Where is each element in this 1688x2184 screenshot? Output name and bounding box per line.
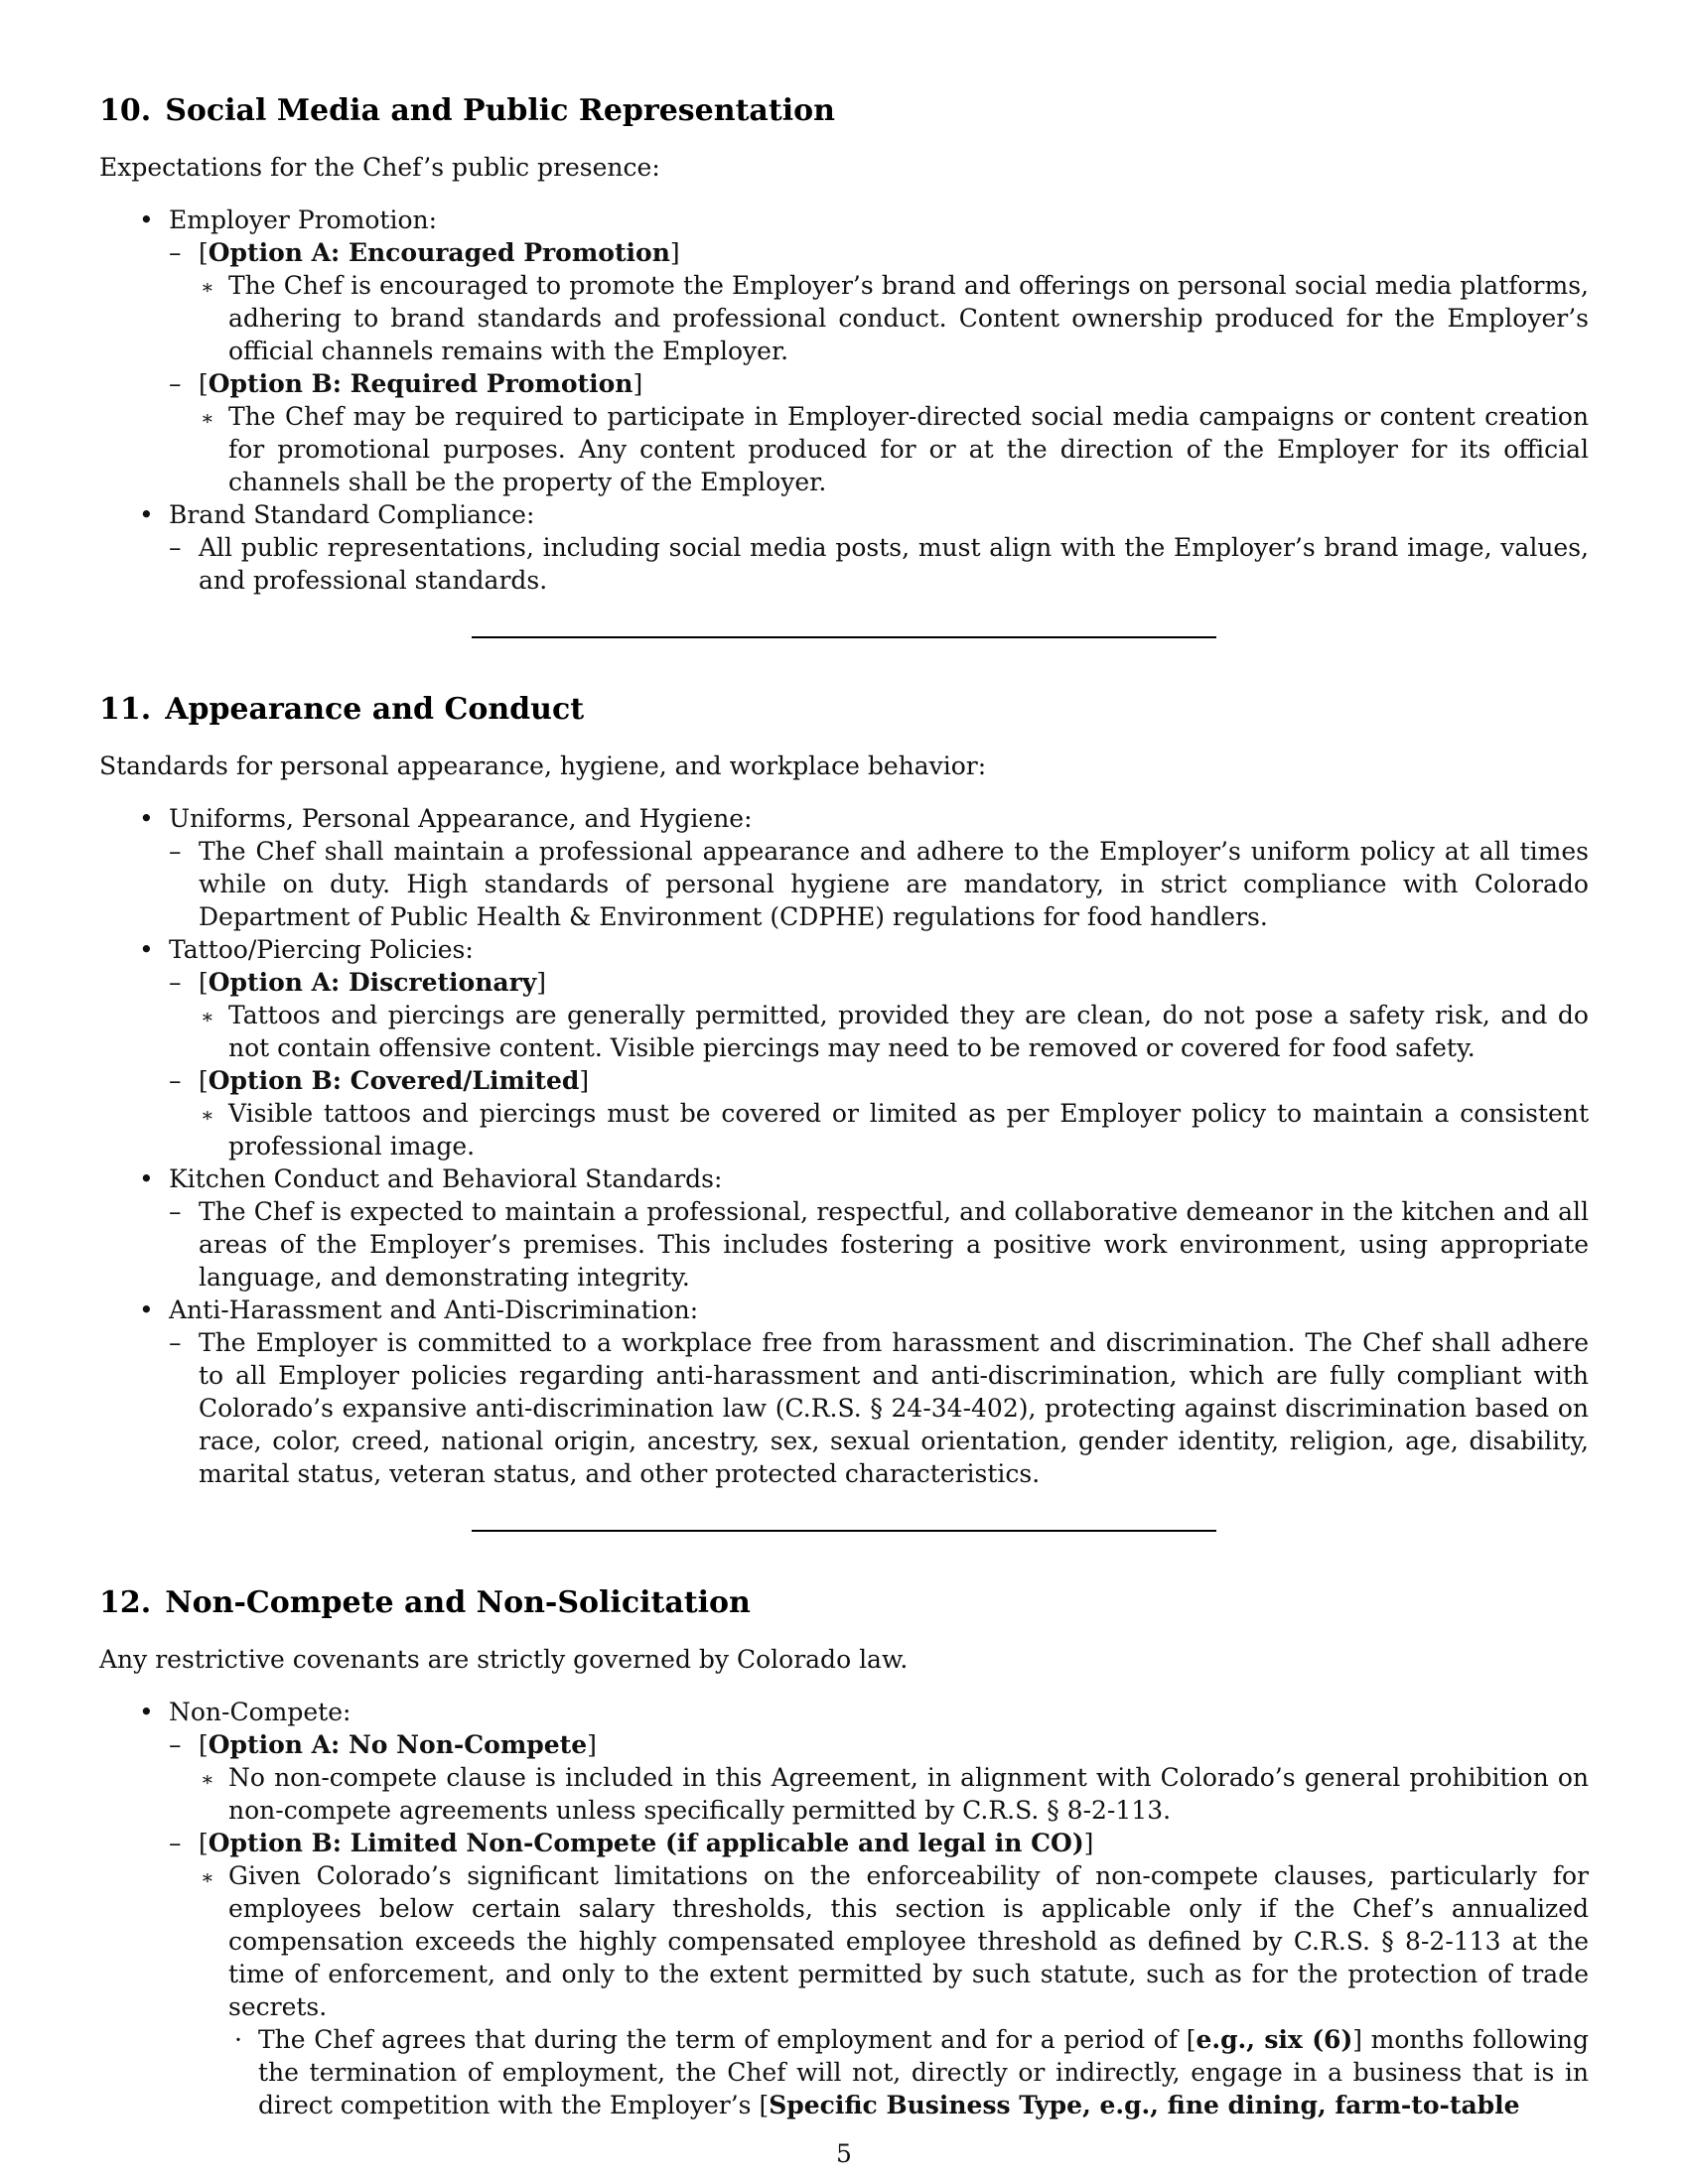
option-text: ∗ No non-compete clause is included in this Agreement, in alignment with Colorado’s general prohibition on non-compete agreements unless specifically permitted by C.R.S. § 8-2-113. [201,1763,1589,1825]
bullet-icon: • [139,500,154,529]
option-text: ∗ Tattoos and piercings are generally permitted, provided they are clean, do not pose a safety risk, and do not contain offensive content. Visible piercings may need to be removed or covered for food safety. [201,1001,1589,1062]
bullet-icon: • [139,935,154,964]
section-11 [99,690,1589,1532]
list-item: • Employer Promotion: – [Option A: Encouraged Promotion] ∗ The Chef is encouraged to promote the Employer’s brand and offerings on personal social media platforms, adhering to brand standards and professional conduct. Content ownership produced for the Employer’s official channels remains with the Employer. – [Option B: Required Promotion] ∗ The Chef may be required to participate in Employer-directed social media campaigns or content creation for promotional purposes. Any content produced for or at the direction of the Employer for its official channels shall be the property of the Employer. [139,205,1589,496]
asterisk-icon: ∗ [201,1767,214,1791]
section-12 [99,1583,1589,2121]
option-label: Option A: Discretionary [208,968,537,997]
section-10 [99,91,1589,638]
option-item: – [Option B: Covered/Limited] ∗ Visible tattoos and piercings must be covered or limited as per Employer policy to maintain a consistent professional image. [169,1066,1589,1160]
dash-icon: – [169,238,182,267]
dash-icon: – [169,1328,182,1357]
section-title: Social Media and Public Representation [165,93,835,128]
list-item: • Non-Compete: – [Option A: No Non-Compete] ∗ No non-compete clause is included in this Agreement, in alignment with Colorado’s general prohibition on non-compete agreements unless specifically permitted by C.R.S. § 8-2-113. – [Option B: Limited Non-Compete (if applicable and legal in CO)] ∗ Given Colorado’s significant limitations on the enforceability of non-compete clauses, particularly for employees below certain salary thresholds, this section is applicable only if the Chef’s annualized compensation exceeds the highly compensated employee threshold as defined by C.R.S. § 8-2-113 at the time of enforcement, and only to the extent permitted by such statute, such as for the protection of trade secrets. · The Chef agrees that during the term of employment and for a period of [e.g., six (6)] months following the termination of employment, the Chef will not, directly or indirectly, engage in a business that is in direct competition with the Employer’s [Specific Business Type, e.g., fine dining, farm-to-table [139,1698,1589,2119]
section-lead: Standards for personal appearance, hygiene, and workplace behavior: [99,751,987,780]
bullet-icon: • [139,1296,154,1324]
document-page [99,91,1589,2121]
list-subitem: – The Chef is expected to maintain a professional, respectful, and collaborative demeanor in the kitchen and all areas of the Employer’s premises. This includes fostering a positive work environment, using appropriate language, and demonstrating integrity. [169,1197,1589,1292]
list-item: • Anti-Harassment and Anti-Discrimination: – The Employer is committed to a workplace free from harassment and discrimination. The Chef shall adhere to all Employer policies regarding anti-harassment and anti-discrimination, which are fully compliant with Colorado’s expansive anti-discrimination law (C.R.S. § 24-34-402), protecting against discrimination based on race, color, creed, national origin, ancestry, sex, sexual orientation, gender identity, religion, age, disability, marital status, veteran status, and other protected characteristics. [139,1296,1589,1488]
option-label: Option B: Covered/Limited [208,1066,580,1095]
option-item: – [Option A: Discretionary] ∗ Tattoos and piercings are generally permitted, provided they are clean, do not pose a safety risk, and do not contain offensive content. Visible piercings may need to be removed or covered for food safety. [169,968,1589,1062]
option-text: ∗ The Chef is encouraged to promote the Employer’s brand and offerings on personal social media platforms, adhering to brand standards and professional conduct. Content ownership produced for the Employer’s official channels remains with the Employer. [201,271,1589,365]
section-heading: 11. Appearance and Conduct [99,692,585,727]
section-heading: 12. Non-Compete and Non-Solicitation [99,1585,751,1620]
list-subitem: – The Employer is committed to a workplace free from harassment and discrimination. The Chef shall adhere to all Employer policies regarding anti-harassment and anti-discrimination, which are fully compliant with Colorado’s expansive anti-discrimination law (C.R.S. § 24-34-402), protecting against discrimination based on race, color, creed, national origin, ancestry, sex, sexual orientation, gender identity, religion, age, disability, marital status, veteran status, and other protected characteristics. [169,1328,1589,1488]
dash-icon: – [169,968,182,997]
list-item: • Uniforms, Personal Appearance, and Hygiene: – The Chef shall maintain a professional appearance and adhere to the Employer’s uniform policy at all times while on duty. High standards of personal hygiene are mandatory, in strict compliance with Colorado Department of Public Health & Environment (CDPHE) regulations for food handlers. [139,804,1589,931]
bullet-icon: • [139,1164,154,1193]
dot-icon: · [234,2025,242,2054]
option-item: – [Option B: Limited Non-Compete (if applicable and legal in CO)] ∗ Given Colorado’s significant limitations on the enforceability of non-compete clauses, particularly for employees below certain salary thresholds, this section is applicable only if the Chef’s annualized compensation exceeds the highly compensated employee threshold as defined by C.R.S. § 8-2-113 at the time of enforcement, and only to the extent permitted by such statute, such as for the protection of trade secrets. · The Chef agrees that during the term of employment and for a period of [e.g., six (6)] months following the termination of employment, the Chef will not, directly or indirectly, engage in a business that is in direct competition with the Employer’s [Specific Business Type, e.g., fine dining, farm-to-table [169,1829,1589,2119]
section-title: Appearance and Conduct [165,692,585,727]
option-label: Option B: Required Promotion [208,369,633,398]
page-number: 5 [836,2139,852,2168]
dash-icon: – [169,1730,182,1759]
clause-text: · The Chef agrees that during the term of employment and for a period of [e.g., six (6)] months following the termination of employment, the Chef will not, directly or indirectly, engage in a business that is in direct competition with the Employer’s [Specific Business Type, e.g., fine dining, farm-to-table [234,2025,1589,2119]
option-text: ∗ The Chef may be required to participate in Employer-directed social media campaigns or content creation for promotional purposes. Any content produced for or at the direction of the Employer for its official channels shall be the property of the Employer. [201,402,1589,496]
asterisk-icon: ∗ [201,275,214,299]
option-label: Option B: Limited Non-Compete (if applicable and legal in CO) [208,1829,1084,1857]
option-label: Option A: No Non-Compete [208,1730,588,1759]
bullet-list [99,802,1589,1490]
option-item: – [Option A: No Non-Compete] ∗ No non-compete clause is included in this Agreement, in alignment with Colorado’s general prohibition on non-compete agreements unless specifically permitted by C.R.S. § 8-2-113. [169,1730,1589,1825]
section-lead: Expectations for the Chef’s public presence: [99,153,660,182]
list-subitem: – The Chef shall maintain a professional appearance and adhere to the Employer’s uniform policy at all times while on duty. High standards of personal hygiene are mandatory, in strict compliance with Colorado Department of Public Health & Environment (CDPHE) regulations for food handlers. [169,837,1589,931]
asterisk-icon: ∗ [201,1005,214,1028]
option-item: – [Option B: Required Promotion] ∗ The Chef may be required to participate in Employer-directed social media campaigns or content creation for promotional purposes. Any content produced for or at the direction of the Employer for its official channels shall be the property of the Employer. [169,369,1589,496]
dash-icon: – [169,1197,182,1226]
option-text: ∗ Given Colorado’s significant limitations on the enforceability of non-compete clauses, particularly for employees below certain salary thresholds, this section is applicable only if the Chef’s annualized compensation exceeds the highly compensated employee threshold as defined by C.R.S. § 8-2-113 at the time of enforcement, and only to the extent permitted by such statute, such as for the protection of trade secrets. · The Chef agrees that during the term of employment and for a period of [e.g., six (6)] months following the termination of employment, the Chef will not, directly or indirectly, engage in a business that is in direct competition with the Employer’s [Specific Business Type, e.g., fine dining, farm-to-table [201,1861,1589,2119]
dash-icon: – [169,369,182,398]
asterisk-icon: ∗ [201,1103,214,1127]
section-title: Non-Compete and Non-Solicitation [165,1585,751,1620]
dash-icon: – [169,1829,182,1857]
list-item: • Brand Standard Compliance: – All public representations, including social media posts, must align with the Employer’s brand image, values, and professional standards. [139,500,1589,595]
bullet-icon: • [139,804,154,833]
bullet-list [99,204,1589,597]
list-subitem: – All public representations, including social media posts, must align with the Employer’s brand image, values, and professional standards. [169,533,1589,595]
bullet-list [99,1696,1589,2121]
section-lead: Any restrictive covenants are strictly governed by Colorado law. [99,1645,909,1674]
asterisk-icon: ∗ [201,1865,214,1889]
list-item: • Kitchen Conduct and Behavioral Standards: – The Chef is expected to maintain a professional, respectful, and collaborative demeanor in the kitchen and all areas of the Employer’s premises. This includes fostering a positive work environment, using appropriate language, and demonstrating integrity. [139,1164,1589,1292]
bullet-icon: • [139,205,154,234]
section-heading: 10. Social Media and Public Representation [99,93,835,128]
dash-icon: – [169,1066,182,1095]
dash-icon: – [169,533,182,562]
option-item: – [Option A: Encouraged Promotion] ∗ The Chef is encouraged to promote the Employer’s brand and offerings on personal social media platforms, adhering to brand standards and professional conduct. Content ownership produced for the Employer’s official channels remains with the Employer. [169,238,1589,365]
bullet-icon: • [139,1698,154,1726]
dash-icon: – [169,837,182,866]
list-item: • Tattoo/Piercing Policies: – [Option A: Discretionary] ∗ Tattoos and piercings are generally permitted, provided they are clean, do not pose a safety risk, and do not contain offensive content. Visible piercings may need to be removed or covered for food safety. – [Option B: Covered/Limited] ∗ Visible tattoos and piercings must be covered or limited as per Employer policy to maintain a consistent professional image. [139,935,1589,1160]
option-label: Option A: Encouraged Promotion [208,238,670,267]
option-text: ∗ Visible tattoos and piercings must be covered or limited as per Employer policy to maintain a consistent professional image. [201,1099,1589,1160]
asterisk-icon: ∗ [201,406,214,430]
